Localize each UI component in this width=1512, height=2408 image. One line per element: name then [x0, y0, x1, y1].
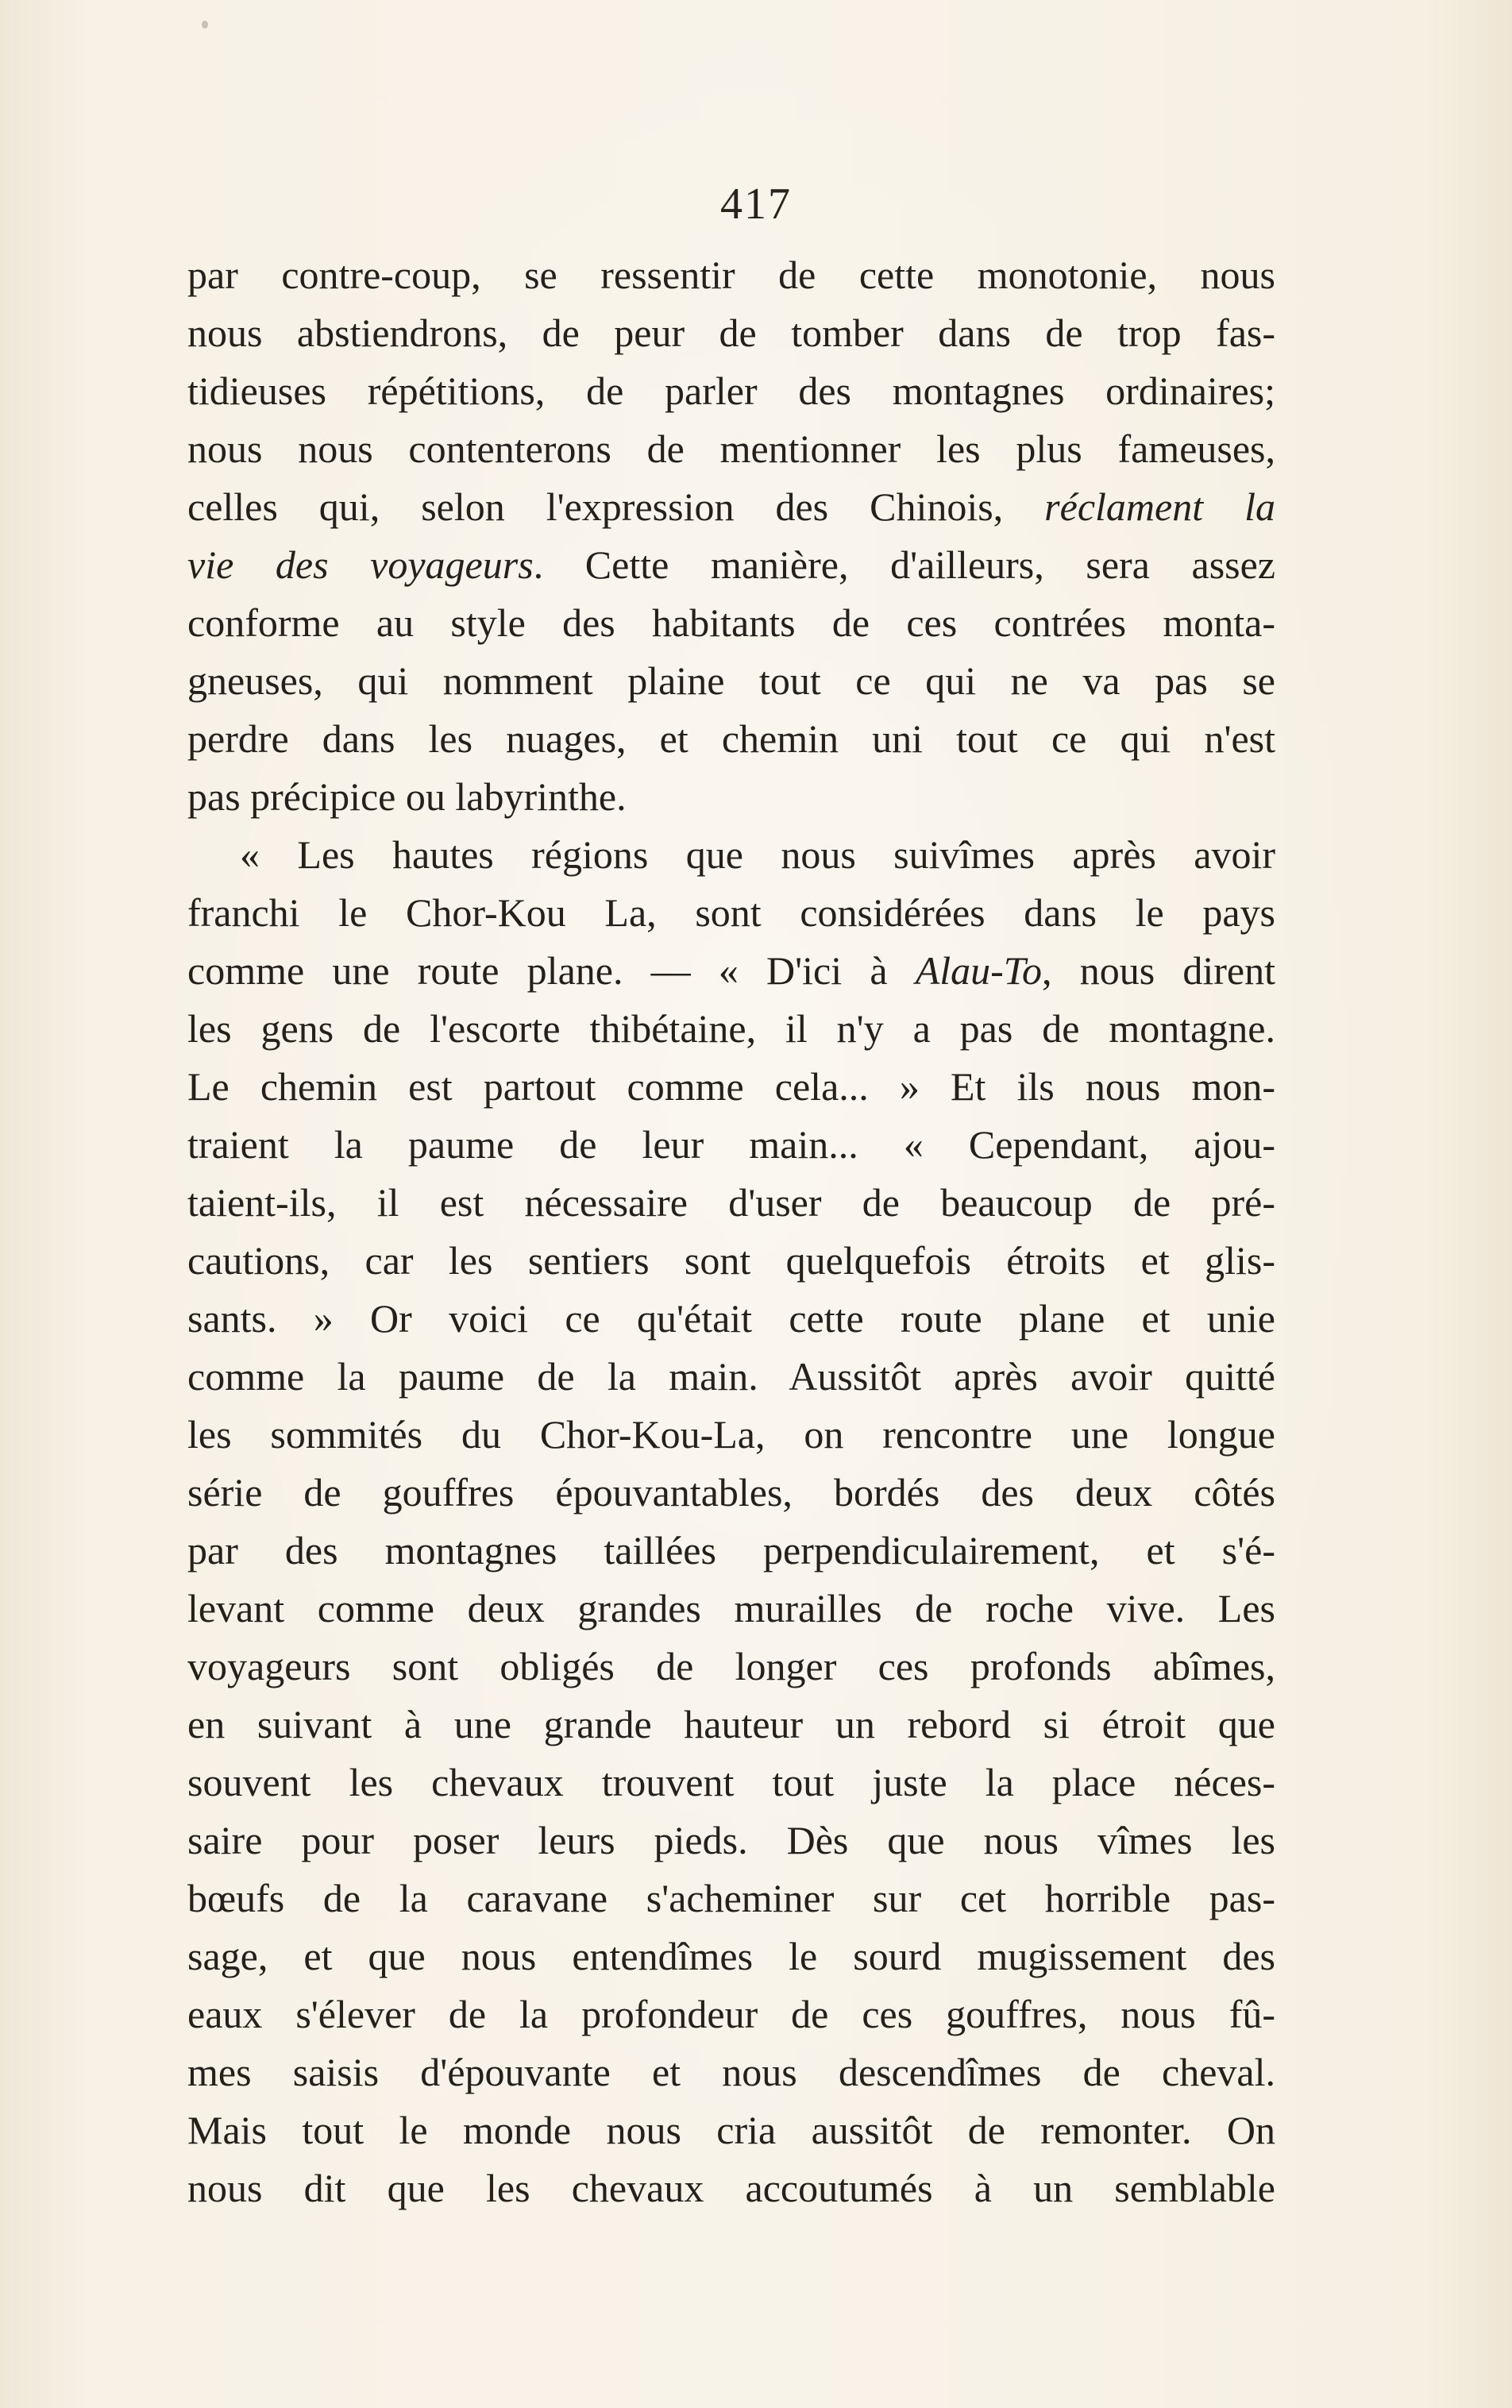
text-line: taient-ils, il est nécessaire d'user de beaucoup de pré-	[187, 1180, 1275, 1225]
text-line: Mais tout le monde nous cria aussitôt de remonter. On	[187, 2108, 1275, 2152]
text-line: celles qui, selon l'expression des Chinois, réclament la	[187, 484, 1275, 529]
text-line: souvent les chevaux trouvent tout juste la place néces-	[187, 1760, 1275, 1804]
page-number: 417	[720, 179, 792, 229]
text-line: par contre-coup, se ressentir de cette monotonie, nous	[187, 253, 1275, 297]
body-text	[187, 246, 1275, 2217]
text-line: vie des voyageurs. Cette manière, d'ailleurs, sera assez	[187, 542, 1275, 587]
text-line: « Les hautes régions que nous suivîmes après avoir	[240, 832, 1275, 877]
text-line: comme la paume de la main. Aussitôt après avoir quitté	[187, 1354, 1275, 1399]
text-line: les gens de l'escorte thibétaine, il n'y a pas de montagne.	[187, 1006, 1275, 1051]
text-line: nous abstiendrons, de peur de tomber dans de trop fas-	[187, 311, 1275, 355]
text-line: perdre dans les nuages, et chemin uni tout ce qui n'est	[187, 716, 1275, 761]
italic-phrase: réclament la	[1044, 484, 1275, 529]
text-line: saire pour poser leurs pieds. Dès que nous vîmes les	[187, 1818, 1275, 1862]
text-line: traient la paume de leur main... « Cependant, ajou-	[187, 1122, 1275, 1167]
italic-place-name: Alau-To	[915, 948, 1043, 993]
text-line: conforme au style des habitants de ces contrées monta-	[187, 600, 1275, 645]
text-line: série de gouffres épouvantables, bordés des deux côtés	[187, 1470, 1275, 1515]
paper-speck	[202, 21, 208, 29]
text-line: tidieuses répétitions, de parler des montagnes ordinaires;	[187, 369, 1275, 413]
text-line: mes saisis d'épouvante et nous descendîmes de cheval.	[187, 2050, 1275, 2094]
text-line: sants. » Or voici ce qu'était cette route plane et unie	[187, 1296, 1275, 1341]
text-line: sage, et que nous entendîmes le sourd mugissement des	[187, 1934, 1275, 1978]
text-line: cautions, car les sentiers sont quelquefois étroits et glis-	[187, 1238, 1275, 1283]
text-line: pas précipice ou labyrinthe.	[187, 774, 627, 819]
text-line: Le chemin est partout comme cela... » Et ils nous mon-	[187, 1064, 1275, 1109]
text-line: eaux s'élever de la profondeur de ces gouffres, nous fû-	[187, 1992, 1275, 2036]
text-line: levant comme deux grandes murailles de roche vive. Les	[187, 1586, 1275, 1630]
text-line: par des montagnes taillées perpendiculairement, et s'é-	[187, 1528, 1275, 1573]
text-line: gneuses, qui nomment plaine tout ce qui ne va pas se	[187, 658, 1275, 703]
text-line: en suivant à une grande hauteur un rebord si étroit que	[187, 1702, 1275, 1746]
text-line: les sommités du Chor-Kou-La, on rencontre une longue	[187, 1412, 1275, 1457]
text-line: nous nous contenterons de mentionner les plus fameuses,	[187, 426, 1275, 471]
italic-phrase: vie des voyageurs	[187, 542, 534, 587]
text-line: nous dit que les chevaux accoutumés à un semblable	[187, 2166, 1275, 2210]
text-line: franchi le Chor-Kou La, sont considérées dans le pays	[187, 890, 1275, 935]
text-line: voyageurs sont obligés de longer ces profonds abîmes,	[187, 1644, 1275, 1688]
text-line: comme une route plane. — « D'ici à Alau-To, nous dirent	[187, 948, 1275, 993]
text-line: bœufs de la caravane s'acheminer sur cet horrible pas-	[187, 1876, 1275, 1920]
